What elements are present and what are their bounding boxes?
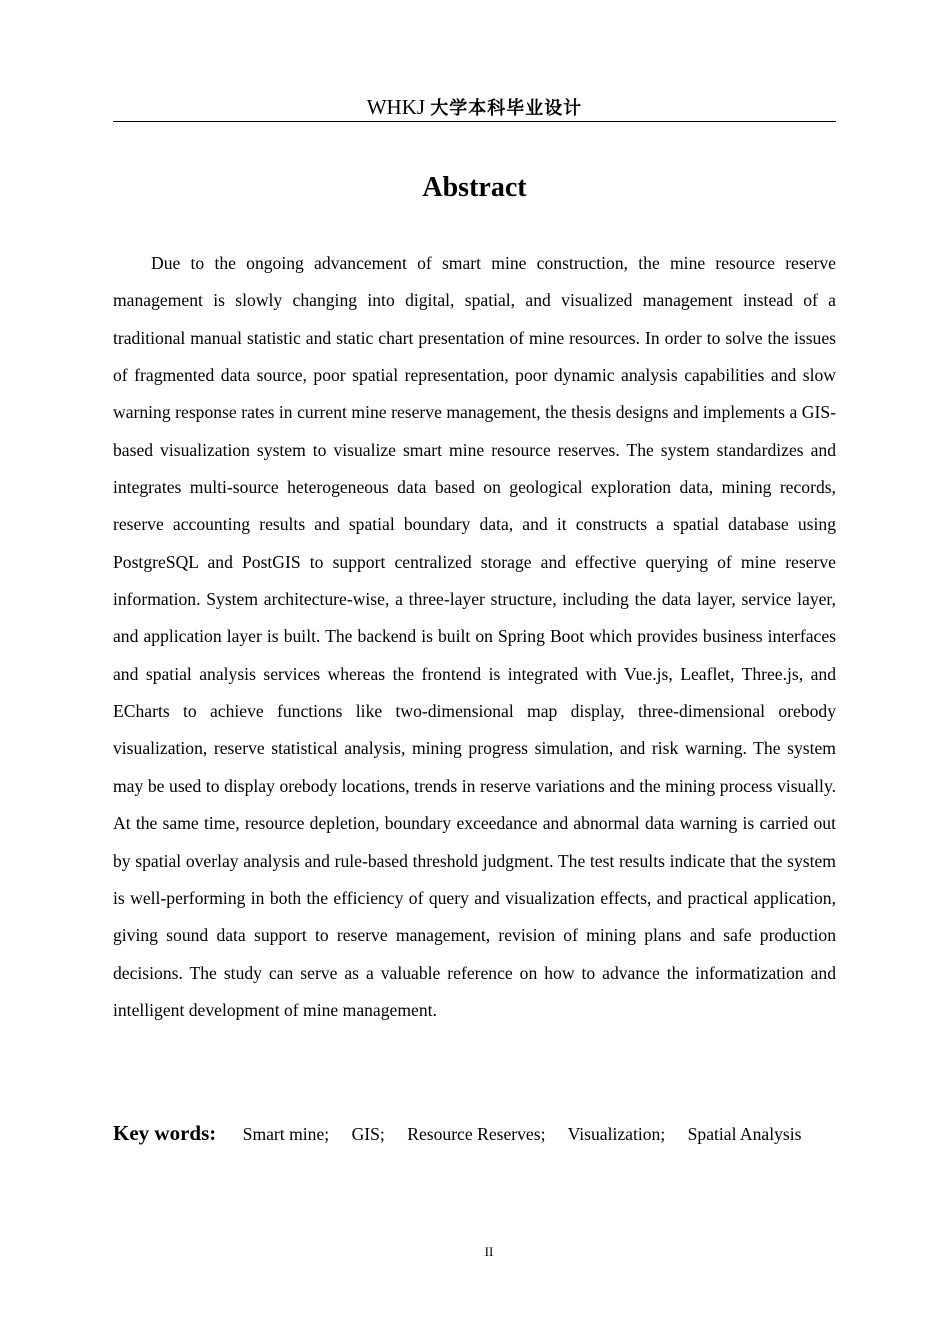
abstract-title: Abstract <box>422 172 527 203</box>
keyword-item: Smart mine; <box>242 1124 330 1144</box>
header-latin-text: WHKJ <box>366 95 431 119</box>
keywords-line <box>113 1116 836 1151</box>
keyword-item: Spatial Analysis <box>687 1124 802 1144</box>
keyword-item: Visualization; <box>567 1124 666 1144</box>
keyword-item: Resource Reserves; <box>407 1124 546 1144</box>
abstract-body: Due to the ongoing advancement of smart mine construction, the mine resource reserve management is slowly changing into digital, spatial, and visualized management instead of a traditional manual statistic and static chart presentation of mine resources. In order to solve the issues of fragmented data source, poor spatial representation, poor dynamic analysis capabilities and slow warning response rates in current mine reserve management, the thesis designs and implements a GIS-based visualization system to visualize smart mine resource reserves. The system standardizes and integrates multi-source heterogeneous data based on geological exploration data, mining records, reserve accounting results and spatial boundary data, and it constructs a spatial database using PostgreSQL and PostGIS to support centralized storage and effective querying of mine reserve information. System architecture-wise, a three-layer structure, including the data layer, service layer, and application layer is built. The backend is built on Spring Boot which provides business interfaces and spatial analysis services whereas the frontend is integrated with Vue.js, Leaflet, Three.js, and ECharts to achieve functions like two-dimensional map display, three-dimensional orebody visualization, reserve statistical analysis, mining progress simulation, and risk warning. The system may be used to display orebody locations, trends in reserve variations and the mining process visually. At the same time, resource depletion, boundary exceedance and abnormal data warning is carried out by spatial overlay analysis and rule-based threshold judgment. The test results indicate that the system is well-performing in both the efficiency of query and visualization effects, and practical application, giving sound data support to reserve management, revision of mining plans and safe production decisions. The study can serve as a valuable reference on how to advance the informatization and intelligent development of mine management. <box>113 253 836 1020</box>
keywords-label: Key words: <box>113 1121 217 1145</box>
header-chinese-text: 大学本科毕业设计 <box>430 98 583 119</box>
keyword-item: GIS; <box>351 1124 385 1144</box>
running-header <box>113 94 836 122</box>
page-number: II <box>484 1244 494 1259</box>
